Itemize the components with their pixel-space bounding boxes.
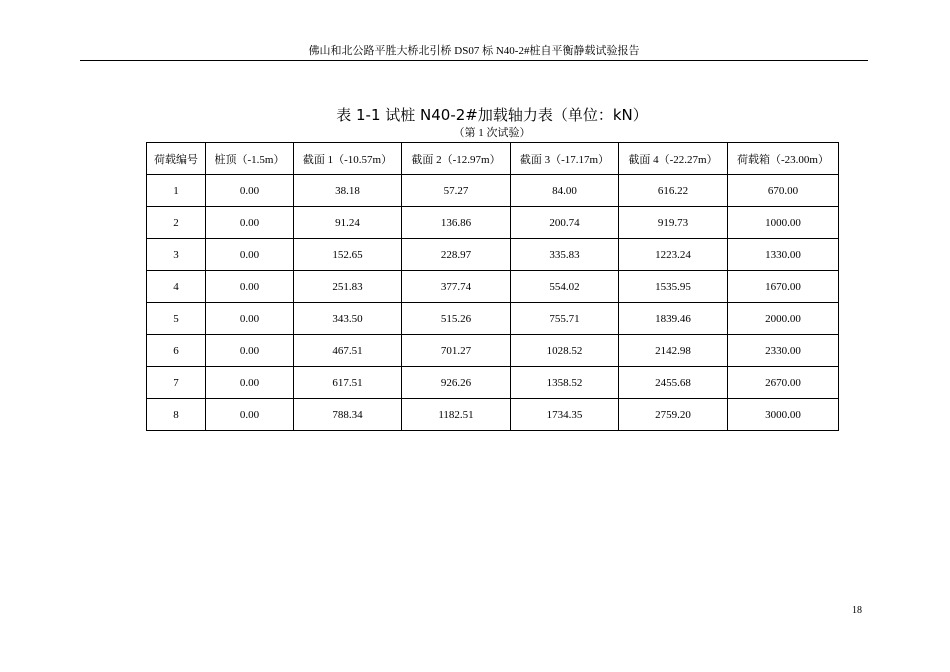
table-cell: 1028.52: [511, 335, 619, 367]
table-body: [147, 175, 839, 431]
table-row: [147, 367, 839, 399]
table-cell: 251.83: [294, 271, 402, 303]
table-cell: 1223.24: [619, 239, 728, 271]
table-cell: 343.50: [294, 303, 402, 335]
table-cell: 2: [147, 207, 206, 239]
column-header: 截面 2（-12.97m）: [402, 143, 511, 175]
table-cell: 136.86: [402, 207, 511, 239]
table-cell: 2330.00: [728, 335, 839, 367]
table-cell: 1670.00: [728, 271, 839, 303]
table-row: [147, 303, 839, 335]
table-cell: 0.00: [206, 399, 294, 431]
table-cell: 38.18: [294, 175, 402, 207]
table-cell: 228.97: [402, 239, 511, 271]
table-cell: 91.24: [294, 207, 402, 239]
table-subtitle: （第 1 次试验）: [453, 127, 531, 139]
table-row: [147, 335, 839, 367]
table-cell: 4: [147, 271, 206, 303]
table-header-row: [147, 143, 839, 175]
table-cell: 8: [147, 399, 206, 431]
table-cell: 1535.95: [619, 271, 728, 303]
table-cell: 200.74: [511, 207, 619, 239]
table-cell: 467.51: [294, 335, 402, 367]
column-header: 桩顶（-1.5m）: [206, 143, 294, 175]
table-cell: 616.22: [619, 175, 728, 207]
table-cell: 788.34: [294, 399, 402, 431]
table-cell: 2670.00: [728, 367, 839, 399]
table-cell: 5: [147, 303, 206, 335]
table-cell: 0.00: [206, 367, 294, 399]
table-cell: 1839.46: [619, 303, 728, 335]
table-title: 表 1-1 试桩 N40-2#加载轴力表（单位：kN）: [336, 106, 648, 124]
table-cell: 0.00: [206, 175, 294, 207]
column-header: 截面 3（-17.17m）: [511, 143, 619, 175]
table-cell: 152.65: [294, 239, 402, 271]
table-cell: 670.00: [728, 175, 839, 207]
table-cell: 1000.00: [728, 207, 839, 239]
header-rule: [80, 60, 868, 61]
table-cell: 755.71: [511, 303, 619, 335]
table-row: [147, 207, 839, 239]
table-cell: 57.27: [402, 175, 511, 207]
column-header: 截面 1（-10.57m）: [294, 143, 402, 175]
table-cell: 3000.00: [728, 399, 839, 431]
table-cell: 2142.98: [619, 335, 728, 367]
table-cell: 2455.68: [619, 367, 728, 399]
running-header: 佛山和北公路平胜大桥北引桥 DS07 标 N40-2#桩自平衡静载试验报告: [308, 45, 640, 57]
table-cell: 0.00: [206, 271, 294, 303]
table-cell: 0.00: [206, 239, 294, 271]
table-cell: 1734.35: [511, 399, 619, 431]
column-header: 荷载编号: [147, 143, 206, 175]
table-cell: 84.00: [511, 175, 619, 207]
table-cell: 2759.20: [619, 399, 728, 431]
table-cell: 617.51: [294, 367, 402, 399]
table-cell: 1358.52: [511, 367, 619, 399]
table-cell: 919.73: [619, 207, 728, 239]
table-row: [147, 239, 839, 271]
table-row: [147, 175, 839, 207]
table-cell: 701.27: [402, 335, 511, 367]
table-cell: 335.83: [511, 239, 619, 271]
table-cell: 3: [147, 239, 206, 271]
page-number: 18: [852, 605, 862, 616]
table-cell: 554.02: [511, 271, 619, 303]
table-cell: 1: [147, 175, 206, 207]
axial-force-table: [146, 142, 839, 431]
table-cell: 0.00: [206, 207, 294, 239]
table-cell: 0.00: [206, 335, 294, 367]
table-cell: 1330.00: [728, 239, 839, 271]
table-cell: 0.00: [206, 303, 294, 335]
table-cell: 515.26: [402, 303, 511, 335]
table-cell: 926.26: [402, 367, 511, 399]
table-row: [147, 271, 839, 303]
table-cell: 6: [147, 335, 206, 367]
column-header: 截面 4（-22.27m）: [619, 143, 728, 175]
table-cell: 1182.51: [402, 399, 511, 431]
column-header: 荷载箱（-23.00m）: [728, 143, 839, 175]
table-cell: 377.74: [402, 271, 511, 303]
table-row: [147, 399, 839, 431]
table-cell: 7: [147, 367, 206, 399]
table-cell: 2000.00: [728, 303, 839, 335]
